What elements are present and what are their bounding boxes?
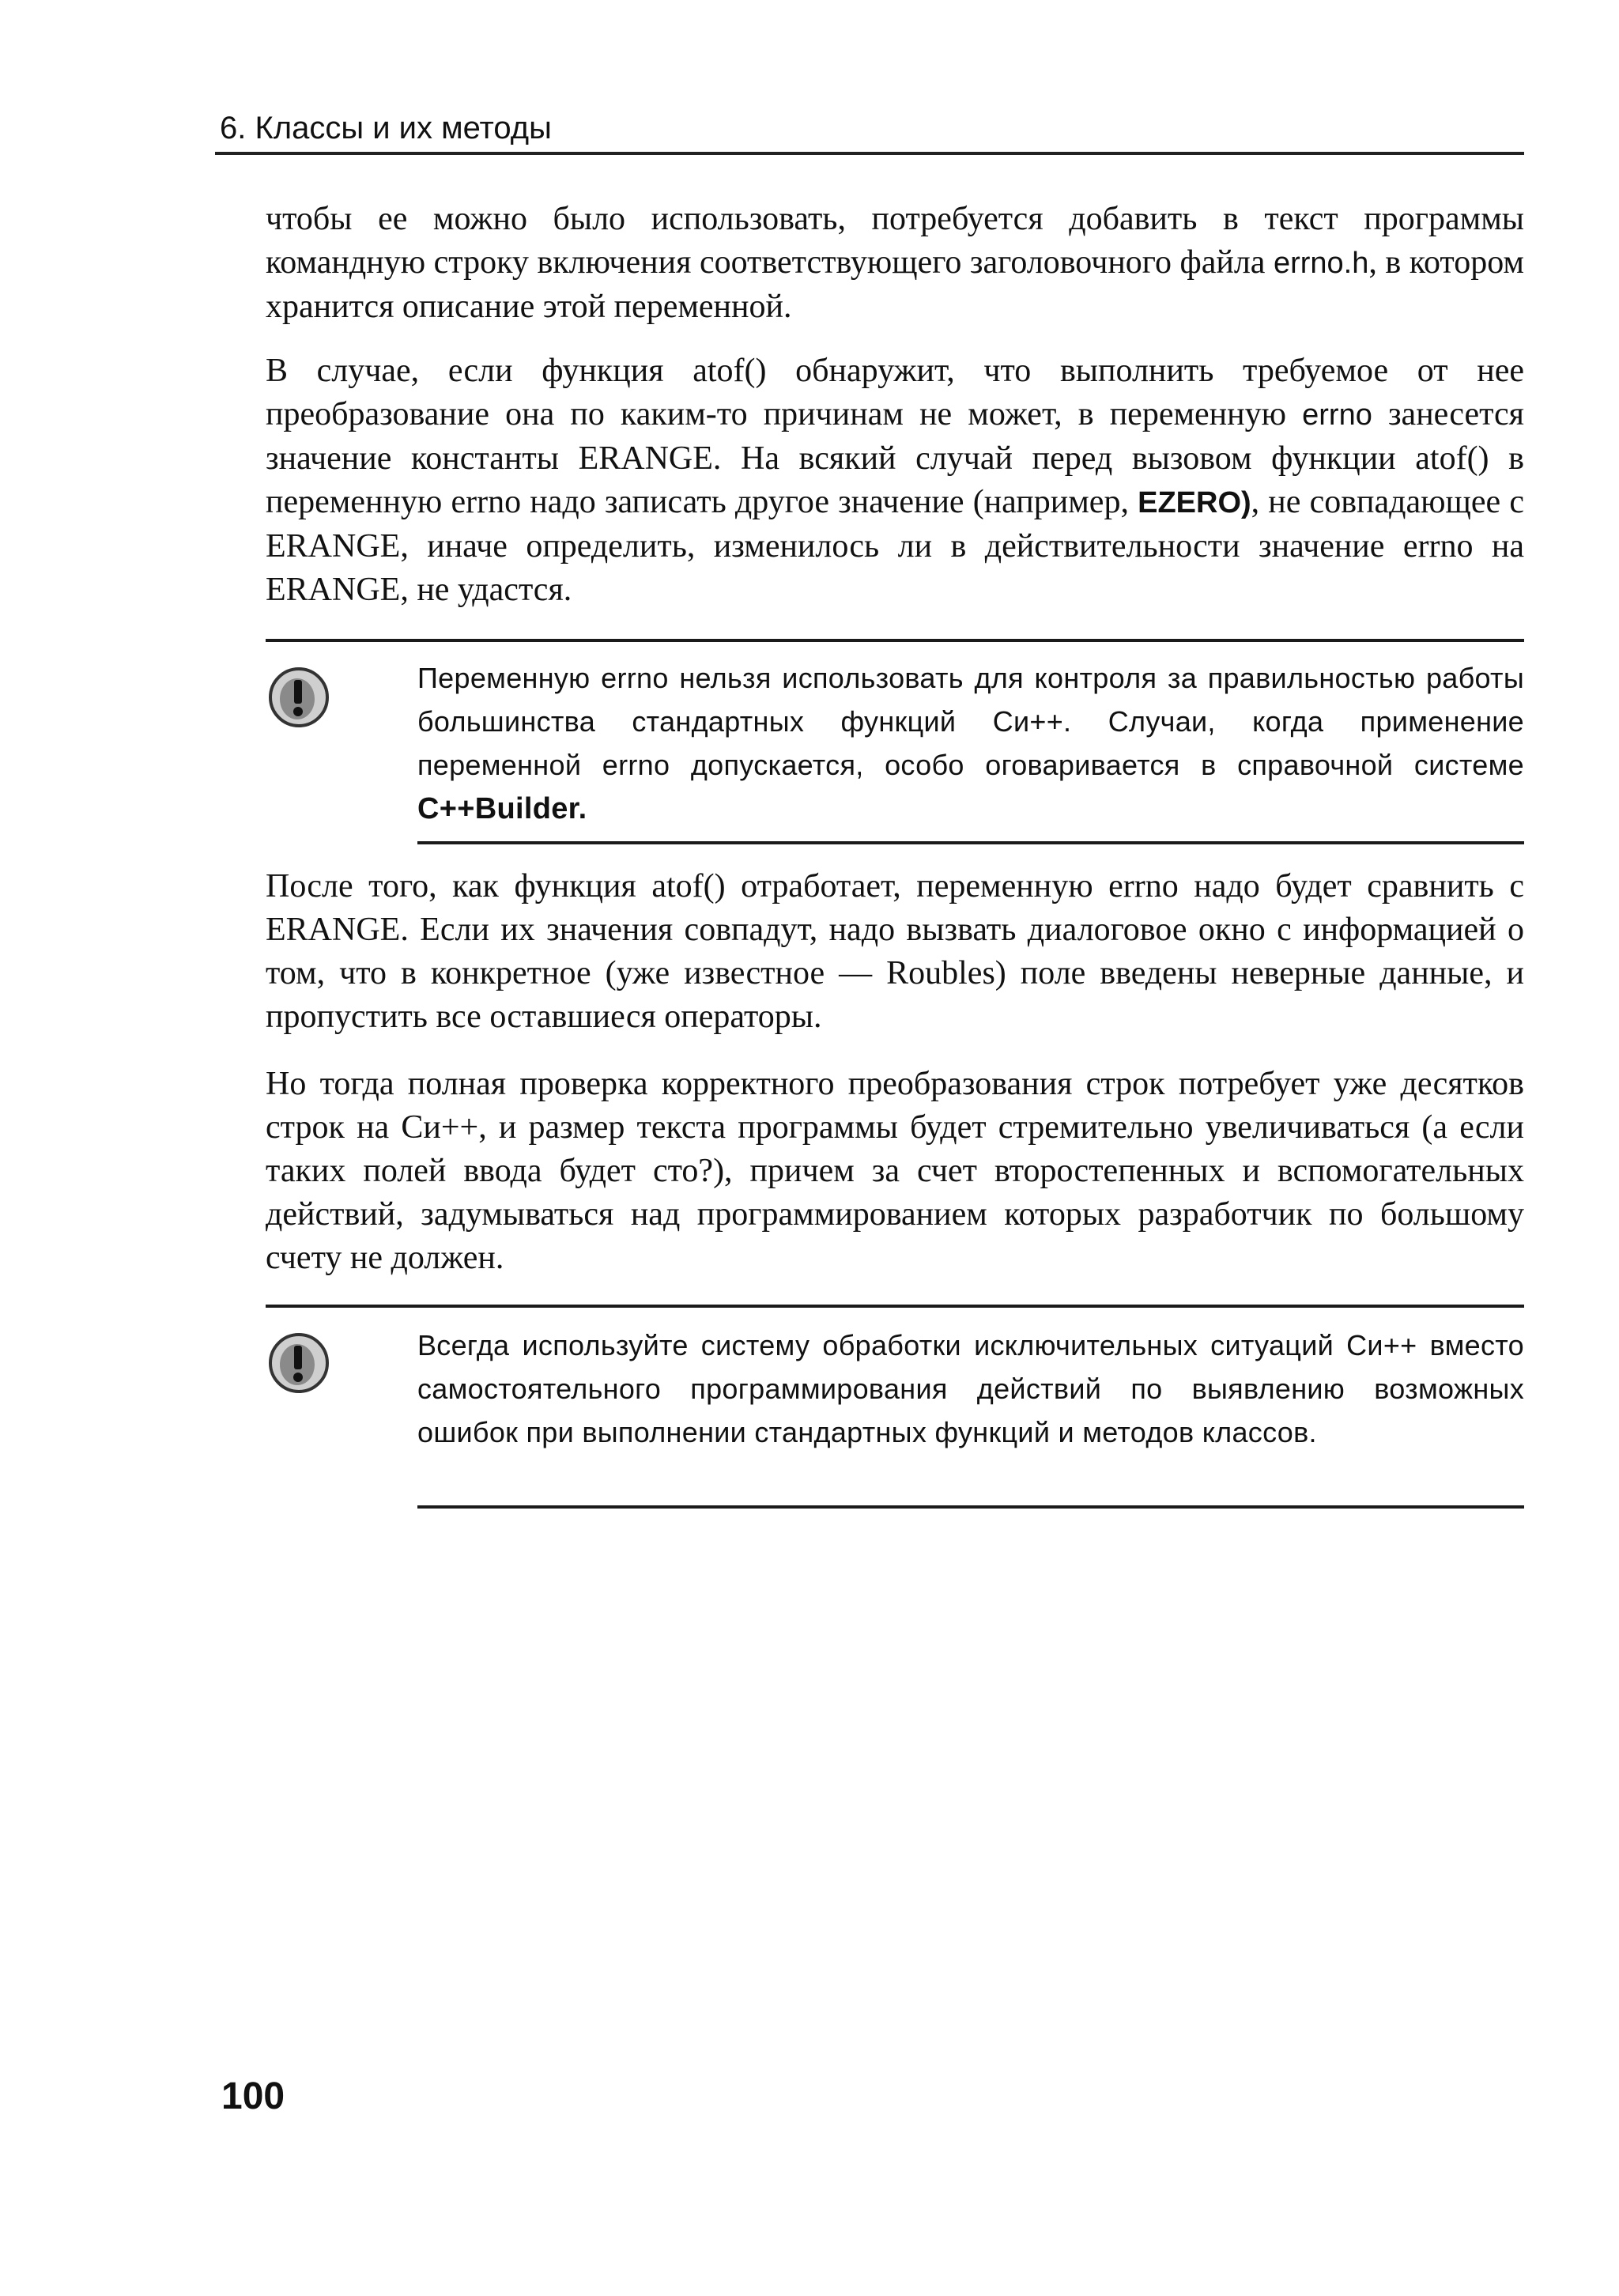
note-1-text-a: Переменную errno нельзя использовать для контроля за правильностью работы большинства стандартных функций Си++. Случаи, когда применение переменной errno допускается, особо оговаривается в справочной системе	[417, 662, 1524, 781]
note-2-bottom-rule	[417, 1505, 1524, 1509]
note-1-bottom-rule	[417, 841, 1524, 844]
paragraph-1-text-b: , в котором хранится описание этой переменной.	[266, 244, 1524, 325]
paragraph-2	[266, 349, 1524, 612]
running-head: 6. Классы и их методы	[220, 111, 552, 145]
header-rule	[215, 152, 1524, 155]
paragraph-1-text-a: чтобы ее можно было использовать, потребуется добавить в текст программы командную строку включения соответствующего заголовочного файла	[266, 201, 1524, 281]
note-2-text: Всегда используйте систему обработки исключительных ситуаций Си++ вместо самостоятельного программирования действий по выявлению возможных ошибок при выполнении стандартных функций и методов классов.	[417, 1329, 1524, 1448]
note-1-product-name: C++Builder.	[417, 792, 587, 825]
page-number: 100	[221, 2075, 285, 2117]
warning-hand-icon	[266, 664, 332, 731]
note-1-top-rule	[266, 639, 1524, 642]
code-ezero: EZERO)	[1138, 486, 1251, 519]
paragraph-2-text-c: , не совпадающее с ERANGE, иначе определить, изменилось ли в действительности значение errno на ERANGE, не удастся.	[266, 484, 1524, 608]
code-errno-h: errno.h	[1273, 247, 1369, 280]
note-2-top-rule	[266, 1305, 1524, 1308]
paragraph-2-text-a: В случае, если функция atof() обнаружит, что выполнить требуемое от нее преобразование она по каким-то причинам не может, в переменную	[266, 353, 1524, 432]
note-1-text	[417, 656, 1524, 831]
paragraph-2-text-b: занесется значение константы ERANGE. На всякий случай перед вызовом функции atof() в переменную errno надо записать другое значение (например,	[266, 396, 1524, 520]
paragraph-1	[266, 198, 1524, 329]
paragraph-3: После того, как функция atof() отработает, переменную errno надо будет сравнить с ERANGE. Если их значения совпадут, надо вызвать диалоговое окно с информацией о том, что в конкретное (уже известное — Roubles) поле введены неверные данные, и пропустить все оставшиеся операторы.	[266, 868, 1524, 1035]
code-errno: errno	[1302, 398, 1372, 432]
paragraph-4: Но тогда полная проверка корректного преобразования строк потребует уже десятков строк на Си++, и размер текста программы будет стремительно увеличиваться (а если таких полей ввода будет сто?), причем за счет второстепенных и вспомогательных действий, задумываться над программированием которых разработчик по большому счету не должен.	[266, 1066, 1524, 1276]
warning-hand-icon	[266, 1330, 332, 1396]
